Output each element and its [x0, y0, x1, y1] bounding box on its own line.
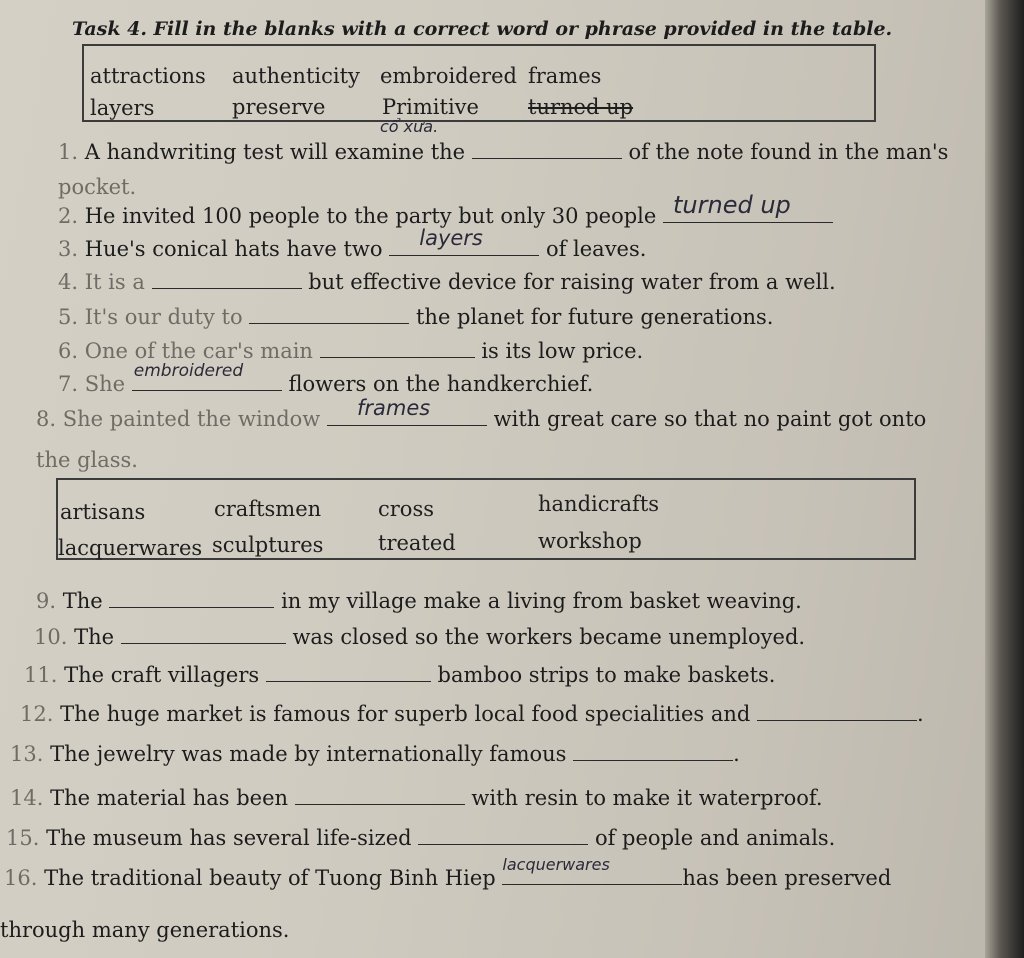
sentence-text: flowers on the handkerchief. [288, 372, 594, 396]
sentence-text: It is a [84, 270, 145, 294]
sentence-text: A handwriting test will examine the [84, 140, 466, 164]
sentence-number: 11. [24, 663, 58, 687]
word-artisans: artisans [60, 500, 146, 524]
sentence-8-continuation: the glass. [36, 448, 138, 472]
sentence-13 [10, 742, 740, 766]
answer-blank[interactable] [327, 396, 487, 426]
sentence-text: The [74, 625, 115, 649]
answer-blank[interactable] [266, 664, 431, 682]
answer-blank[interactable] [502, 855, 682, 885]
sentence-4 [58, 270, 836, 294]
sentence-text: of leaves. [545, 237, 647, 261]
word-preserve: preserve [232, 95, 326, 119]
sentence-text: One of the car's main [84, 339, 313, 363]
word-lacquerwares: lacquerwares [58, 536, 203, 560]
sentence-14 [10, 786, 823, 810]
answer-blank[interactable] [152, 271, 302, 289]
sentence-number: 4. [58, 270, 79, 294]
sentence-text: of the note found in the man's [628, 140, 949, 164]
handwritten-answer: lacquerwares [502, 855, 610, 874]
sentence-text: The material has been [50, 786, 289, 810]
answer-blank[interactable] [109, 590, 274, 608]
sentence-8 [36, 396, 927, 431]
word-sculptures: sculptures [212, 533, 324, 557]
sentence-6 [58, 339, 643, 363]
sentence-7 [58, 361, 594, 396]
answer-blank[interactable] [121, 626, 286, 644]
word-authenticity: authenticity [232, 64, 360, 88]
sentence-number: 14. [10, 786, 44, 810]
sentence-number: 12. [20, 702, 54, 726]
sentence-number: 2. [58, 204, 79, 228]
sentence-text: was closed so the workers became unemployed. [292, 625, 806, 649]
answer-blank[interactable] [472, 141, 622, 159]
sentence-12 [20, 702, 924, 726]
sentence-9 [36, 589, 802, 613]
word-cross: cross [378, 497, 434, 521]
sentence-text: with great care so that no paint got onto [493, 407, 927, 431]
sentence-text: He invited 100 people to the party but only 30 people [84, 204, 657, 228]
sentence-number: 6. [58, 339, 79, 363]
sentence-text: The traditional beauty of Tuong Binh Hiep [44, 866, 496, 890]
word-frames: frames [528, 64, 602, 88]
sentence-text: is its low price. [481, 339, 644, 363]
sentence-text: the planet for future generations. [415, 305, 774, 329]
handwritten-note-primitive: cổ xưa. [380, 117, 439, 136]
word-layers: layers [90, 96, 155, 120]
sentence-number: 7. [58, 372, 79, 396]
sentence-10 [34, 625, 805, 649]
word-attractions: attractions [90, 64, 206, 88]
sentence-text: has been preserved [682, 866, 892, 890]
sentence-text: bamboo strips to make baskets. [437, 663, 776, 687]
sentence-text: The craft villagers [64, 663, 260, 687]
sentence-11 [24, 663, 775, 687]
sentence-text: The jewelry was made by internationally famous [50, 742, 567, 766]
word-treated: treated [378, 531, 456, 555]
sentence-text: in my village make a living from basket weaving. [281, 589, 802, 613]
word-embroidered: embroidered [380, 64, 517, 88]
sentence-number: 15. [6, 826, 40, 850]
sentence-text: of people and animals. [594, 826, 836, 850]
sentence-15 [6, 826, 835, 850]
word-craftsmen: craftsmen [214, 497, 322, 521]
sentence-1 [58, 140, 948, 164]
sentence-number: 13. [10, 742, 44, 766]
sentence-text: . [733, 742, 740, 766]
sentence-16 [4, 855, 892, 890]
answer-blank[interactable] [757, 703, 917, 721]
sentence-text: but effective device for raising water from a well. [308, 270, 836, 294]
answer-blank[interactable] [389, 226, 539, 256]
answer-blank[interactable] [320, 340, 475, 358]
sentence-number: 10. [34, 625, 68, 649]
sentence-text: The huge market is famous for superb local food specialities and [60, 702, 751, 726]
sentence-number: 16. [4, 866, 38, 890]
answer-blank[interactable] [249, 306, 409, 324]
task-title: Task 4. Fill in the blanks with a correct word or phrase provided in the table. [72, 18, 893, 40]
sentence-number: 5. [58, 305, 79, 329]
sentence-1-continuation: pocket. [58, 175, 137, 199]
sentence-3 [58, 226, 647, 261]
sentence-16-continuation: through many generations. [0, 918, 290, 942]
sentence-text: . [917, 702, 924, 726]
answer-blank[interactable] [663, 191, 833, 223]
answer-blank[interactable] [418, 827, 588, 845]
sentence-number: 9. [36, 589, 57, 613]
sentence-text: The [62, 589, 103, 613]
sentence-5 [58, 305, 774, 329]
sentence-text: with resin to make it waterproof. [471, 786, 823, 810]
page-edge-shadow [985, 0, 1024, 958]
sentence-text: The museum has several life-sized [46, 826, 412, 850]
word-handicrafts: handicrafts [538, 492, 660, 516]
sentence-number: 1. [58, 140, 79, 164]
handwritten-answer: layers [419, 226, 483, 250]
answer-blank[interactable] [573, 743, 733, 761]
sentence-text: Hue's conical hats have two [84, 237, 383, 261]
word-workshop: workshop [538, 529, 642, 553]
sentence-number: 3. [58, 237, 79, 261]
word-primitive: Primitive [382, 95, 479, 119]
sentence-text: It's our duty to [84, 305, 243, 329]
sentence-2 [58, 191, 833, 228]
sentence-text: She painted the window [62, 407, 321, 431]
word-turned-up: turned up [528, 95, 634, 119]
handwritten-answer: frames [356, 396, 431, 420]
sentence-number: 8. [36, 407, 57, 431]
handwritten-answer: turned up [673, 191, 791, 219]
handwritten-answer: embroidered [133, 361, 244, 381]
answer-blank[interactable] [132, 361, 282, 391]
sentence-text: She [84, 372, 126, 396]
answer-blank[interactable] [295, 787, 465, 805]
